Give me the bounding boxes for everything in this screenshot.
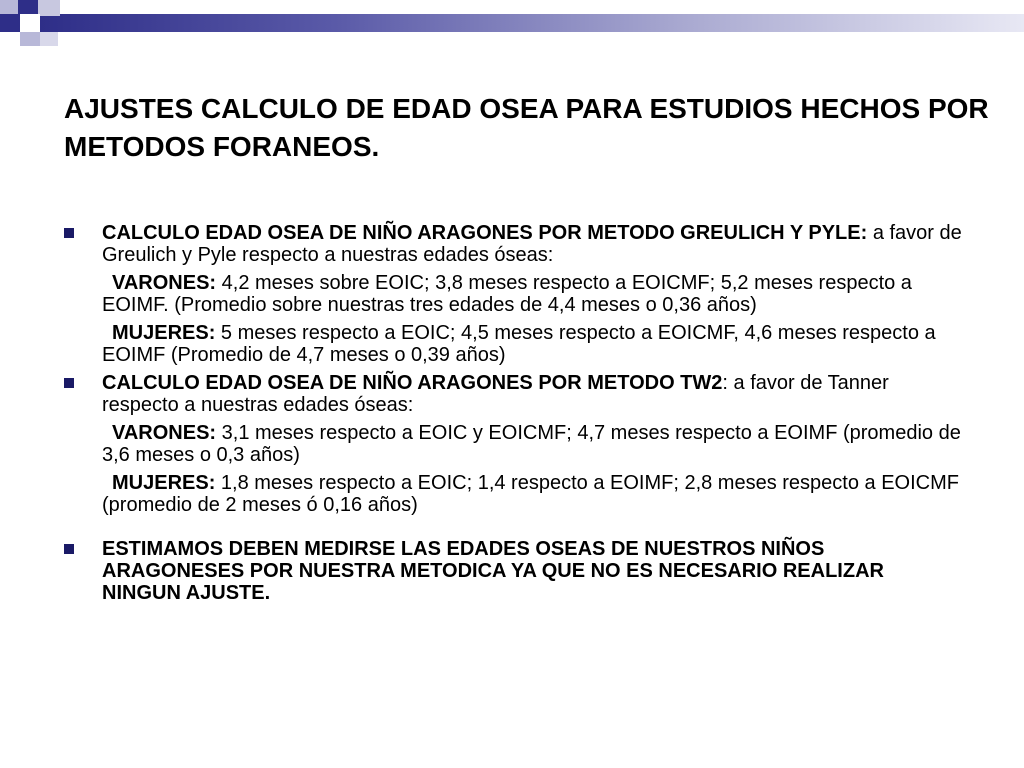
sub-label: VARONES:: [112, 272, 217, 294]
bullet-heading: CALCULO EDAD OSEA DE NIÑO ARAGONES POR METODO GREULICH Y PYLE:: [102, 222, 868, 244]
bullet-item: [64, 372, 964, 416]
deco-square: [20, 32, 40, 46]
sub-label: MUJERES:: [112, 322, 216, 344]
sub-text: 4,2 meses sobre EOIC; 3,8 meses respecto a EOICMF; 5,2 meses respecto a EOIMF. (Promedio sobre nuestras tres edades de 4,4 meses o 0,36 años): [102, 272, 912, 316]
sub-text: 1,8 meses respecto a EOIC; 1,4 respecto a EOIMF; 2,8 meses respecto a EOICMF (promedio de 2 meses ó 0,16 años): [102, 472, 959, 516]
bullet-heading: ESTIMAMOS DEBEN MEDIRSE LAS EDADES OSEAS DE NUESTROS NIÑOS ARAGONESES POR NUESTRA METODICA YA QUE NO ES NECESARIO REALIZAR NINGUN AJUSTE.: [102, 538, 884, 604]
deco-square: [38, 0, 60, 16]
deco-square: [18, 0, 38, 14]
sub-item: [64, 472, 964, 516]
sub-label: VARONES:: [112, 422, 217, 444]
slide-title: AJUSTES CALCULO DE EDAD OSEA PARA ESTUDIOS HECHOS POR METODOS FORANEOS.: [64, 93, 989, 162]
slide-content: [64, 222, 964, 610]
header-gradient-bar: [40, 14, 1024, 32]
square-bullet-icon: [64, 228, 74, 238]
bullet-text: : a favor de Tanner respecto a nuestras edades óseas:: [102, 372, 889, 416]
deco-square: [0, 14, 20, 32]
square-bullet-icon: [64, 378, 74, 388]
sub-text: 3,1 meses respecto a EOIC y EOICMF; 4,7 meses respecto a EOIMF (promedio de 3,6 meses o 0,3 años): [102, 422, 961, 466]
sub-item: [64, 422, 964, 466]
bullet-heading: CALCULO EDAD OSEA DE NIÑO ARAGONES POR METODO TW2: [102, 372, 723, 394]
deco-square: [0, 0, 18, 14]
deco-square: [40, 32, 58, 46]
bullet-item: [64, 538, 964, 604]
deco-square: [20, 14, 40, 32]
bullet-item: [64, 222, 964, 266]
square-bullet-icon: [64, 544, 74, 554]
deco-square: [0, 32, 20, 46]
bullet-text: a favor de Greulich y Pyle respecto a nuestras edades óseas:: [102, 222, 962, 266]
sub-item: [64, 272, 964, 316]
sub-item: [64, 322, 964, 366]
sub-text: 5 meses respecto a EOIC; 4,5 meses respecto a EOICMF, 4,6 meses respecto a EOIMF (Promedio de 4,7 meses o 0,39 años): [102, 322, 936, 366]
sub-label: MUJERES:: [112, 472, 216, 494]
